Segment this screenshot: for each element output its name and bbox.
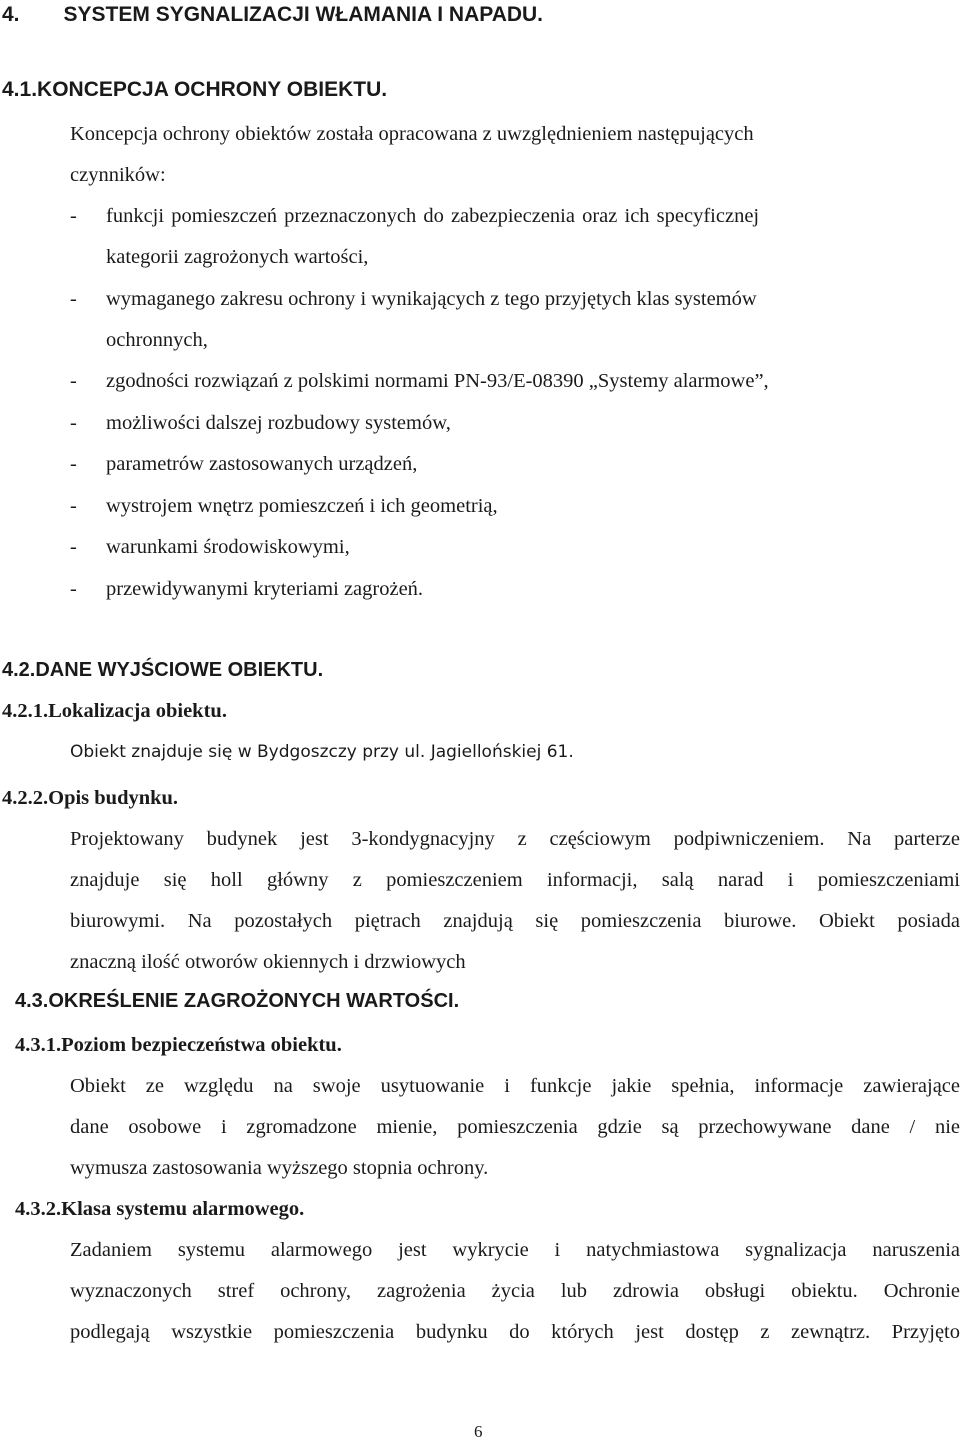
list-item: możliwości dalszej rozbudowy systemów, — [106, 412, 451, 434]
paragraph-line: podlegają wszystkie pomieszczenia budynku do których jest dostęp z zewnątrz. Przyjęto — [70, 1321, 960, 1343]
list-dash: - — [70, 288, 77, 310]
list-item: przewidywanymi kryteriami zagrożeń. — [106, 578, 424, 600]
heading-4-3 — [15, 990, 459, 1013]
paragraph-line: biurowymi. Na pozostałych piętrach znajdują się pomieszczenia biurowe. Obiekt posiada — [70, 910, 960, 932]
paragraph-line: Obiekt ze względu na swoje usytuowanie i funkcje jakie spełnia, informacje zawierające — [70, 1075, 960, 1097]
list-dash: - — [70, 495, 77, 517]
list-item: funkcji pomieszczeń przeznaczonych do zabezpieczenia oraz ich specyficznej — [106, 205, 760, 227]
paragraph-line: wymusza zastosowania wyższego stopnia ochrony. — [70, 1157, 489, 1179]
list-dash: - — [70, 453, 77, 475]
heading-number: 4.1. — [2, 78, 38, 101]
heading-4-2 — [2, 659, 323, 682]
paragraph-line: Zadaniem systemu alarmowego jest wykrycie i natychmiastowa sygnalizacja naruszenia — [70, 1239, 960, 1261]
list-item: zgodności rozwiązań z polskimi normami PN-93/E-08390 „Systemy alarmowe”, — [106, 370, 769, 392]
list-dash: - — [70, 205, 77, 227]
heading-4-2-2 — [2, 787, 178, 810]
page-number: 6 — [474, 1422, 483, 1441]
heading-title: Opis budynku. — [48, 787, 179, 809]
paragraph-line: wyznaczonych stref ochrony, zagrożenia życia lub zdrowia obsługi obiektu. Ochronie — [70, 1280, 960, 1302]
heading-number: 4.2.2. — [2, 787, 49, 809]
list-item: wymaganego zakresu ochrony i wynikających z tego przyjętych klas systemów — [106, 288, 757, 310]
list-dash: - — [70, 536, 77, 558]
heading-number: 4.3.2. — [15, 1198, 62, 1220]
heading-title: DANE WYJŚCIOWE OBIEKTU. — [35, 659, 324, 681]
location-text: Obiekt znajduje się w Bydgoszczy przy ul. Jagiellońskiej 61. — [70, 742, 574, 762]
heading-4 — [2, 3, 543, 27]
list-item: warunkami środowiskowymi, — [106, 536, 350, 558]
heading-number: 4. — [2, 3, 20, 26]
heading-number: 4.3.1. — [15, 1034, 62, 1056]
list-dash: - — [70, 412, 77, 434]
list-item: parametrów zastosowanych urządzeń, — [106, 453, 418, 475]
paragraph-line: Projektowany budynek jest 3-kondygnacyjny z częściowym podpiwniczeniem. Na parterze — [70, 828, 960, 850]
list-item-continuation: kategorii zagrożonych wartości, — [106, 246, 369, 268]
intro-line: czynników: — [70, 164, 166, 186]
intro-line: Koncepcja ochrony obiektów została opracowana z uwzględnieniem następujących — [70, 123, 754, 145]
heading-number: 4.2.1. — [2, 700, 49, 722]
heading-title: OKREŚLENIE ZAGROŻONYCH WARTOŚCI. — [48, 990, 460, 1012]
list-dash: - — [70, 370, 77, 392]
heading-title: Klasa systemu alarmowego. — [61, 1198, 305, 1220]
heading-number: 4.2. — [2, 659, 36, 681]
heading-4-2-1 — [2, 700, 227, 723]
list-item-continuation: ochronnych, — [106, 329, 208, 351]
paragraph-line: dane osobowe i zgromadzone mienie, pomieszczenia gdzie są przechowywane dane / nie — [70, 1116, 960, 1138]
heading-title: SYSTEM SYGNALIZACJI WŁAMANIA I NAPADU. — [63, 3, 544, 26]
heading-4-3-1 — [15, 1034, 342, 1057]
list-item: wystrojem wnętrz pomieszczeń i ich geometrią, — [106, 495, 498, 517]
heading-number: 4.3. — [15, 990, 49, 1012]
heading-4-1 — [2, 78, 387, 102]
paragraph-line: znajduje się holl główny z pomieszczeniem informacji, salą narad i pomieszczeniami — [70, 869, 960, 891]
heading-title: KONCEPCJA OCHRONY OBIEKTU. — [37, 78, 388, 101]
paragraph-line: znaczną ilość otworów okiennych i drzwiowych — [70, 951, 466, 973]
list-dash: - — [70, 578, 77, 600]
heading-4-3-2 — [15, 1198, 304, 1221]
heading-title: Poziom bezpieczeństwa obiektu. — [61, 1034, 342, 1056]
heading-title: Lokalizacja obiektu. — [48, 700, 227, 722]
